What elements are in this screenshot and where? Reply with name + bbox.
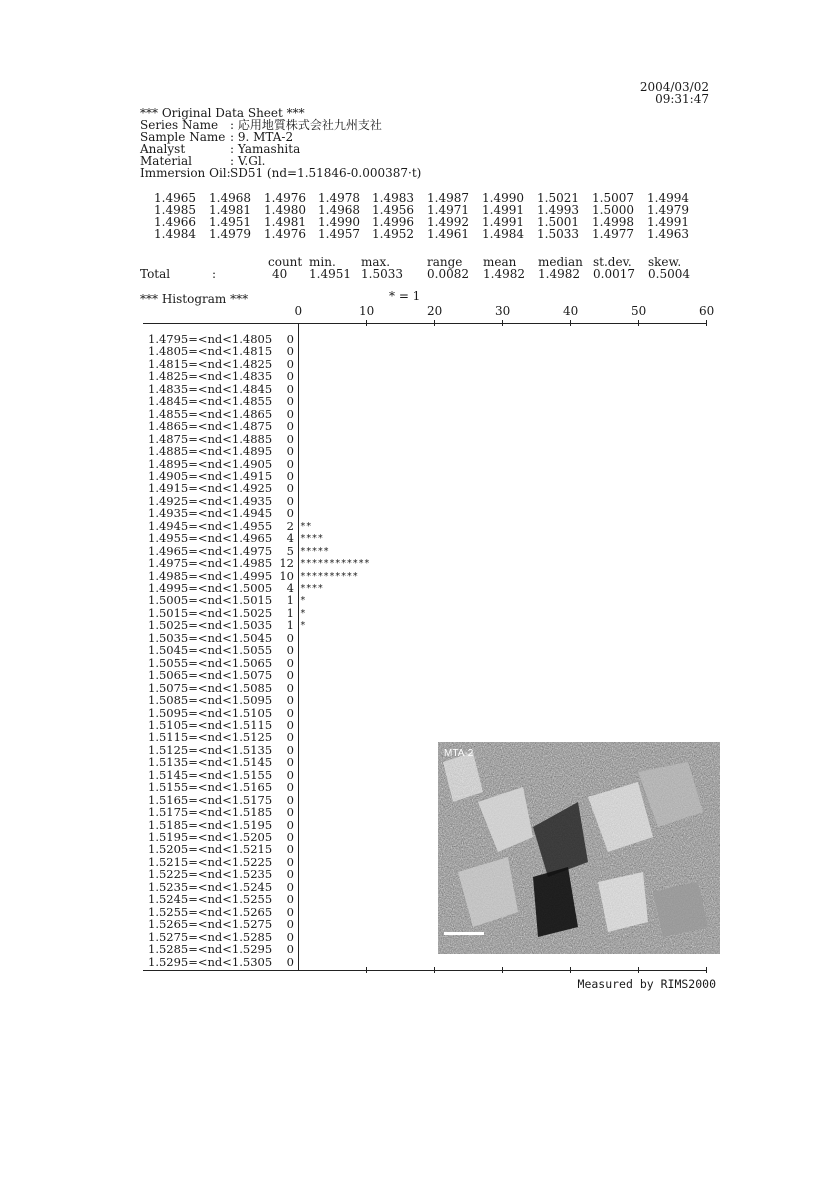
histogram-bin-label: 1.4915=<nd<1.4925 xyxy=(148,481,273,495)
histogram-bin-label: 1.5105=<nd<1.5115 xyxy=(148,718,273,732)
histogram-bin-count: 0 xyxy=(286,494,294,508)
histogram-bottom-axis xyxy=(143,970,706,971)
histogram-bin-label: 1.5235=<nd<1.5245 xyxy=(148,880,273,894)
histogram-bin-bar: **** xyxy=(300,583,324,594)
histogram-bin-count: 0 xyxy=(286,955,294,969)
histogram-bin-count: 0 xyxy=(286,693,294,707)
measurement-value: 1.4980 xyxy=(264,203,306,217)
histogram-bin-count: 0 xyxy=(286,892,294,906)
histogram-bin-count: 0 xyxy=(286,930,294,944)
histogram-bin-label: 1.5225=<nd<1.5235 xyxy=(148,867,273,881)
histogram-axis-tick-label: 30 xyxy=(495,304,511,318)
histogram-axis-tick-label: 0 xyxy=(294,304,303,318)
photomicrograph-image xyxy=(438,742,720,954)
histogram-bin-count: 0 xyxy=(286,432,294,446)
histogram-bin-count: 0 xyxy=(286,768,294,782)
histogram-bin-label: 1.4895=<nd<1.4905 xyxy=(148,457,273,471)
measurement-value: 1.4979 xyxy=(647,203,689,217)
histogram-bin-count: 0 xyxy=(286,394,294,408)
histogram-bin-count: 0 xyxy=(286,369,294,383)
histogram-bin-count: 0 xyxy=(286,444,294,458)
histogram-bin-count: 0 xyxy=(286,780,294,794)
measurement-value: 1.4991 xyxy=(647,215,689,229)
stats-value: 1.5033 xyxy=(361,267,403,281)
measurement-value: 1.4971 xyxy=(427,203,469,217)
histogram-bin-count: 4 xyxy=(286,581,294,595)
histogram-bin-label: 1.5175=<nd<1.5185 xyxy=(148,805,273,819)
measurement-value: 1.4963 xyxy=(647,227,689,241)
histogram-bin-bar: * xyxy=(300,595,306,606)
measurement-value: 1.4991 xyxy=(482,215,524,229)
histogram-axis-tick-label: 50 xyxy=(631,304,647,318)
histogram-bin-label: 1.5135=<nd<1.5145 xyxy=(148,755,273,769)
histogram-bin-label: 1.4805=<nd<1.4815 xyxy=(148,344,273,358)
histogram-bin-label: 1.5205=<nd<1.5215 xyxy=(148,842,273,856)
measurement-value: 1.4957 xyxy=(318,227,360,241)
measurement-value: 1.4990 xyxy=(482,191,524,205)
histogram-bin-count: 5 xyxy=(286,544,294,558)
histogram-bin-count: 0 xyxy=(286,905,294,919)
measurement-value: 1.4951 xyxy=(209,215,251,229)
histogram-bin-count: 0 xyxy=(286,481,294,495)
stats-header: range xyxy=(427,255,463,269)
histogram-bin-count: 0 xyxy=(286,880,294,894)
histogram-bin-label: 1.5095=<nd<1.5105 xyxy=(148,706,273,720)
histogram-bin-count: 0 xyxy=(286,793,294,807)
report-time: 09:31:47 xyxy=(655,92,709,106)
field-key: Series Name xyxy=(140,118,219,132)
field-key: Immersion Oil: xyxy=(140,166,231,180)
sample-photomicrograph xyxy=(438,742,720,954)
histogram-bin-count: 0 xyxy=(286,506,294,520)
measurement-value: 1.5021 xyxy=(537,191,579,205)
histogram-bin-count: 1 xyxy=(286,593,294,607)
histogram-bin-bar: **** xyxy=(300,533,324,544)
measurement-value: 1.4990 xyxy=(318,215,360,229)
histogram-axis-tick-label: 10 xyxy=(359,304,375,318)
histogram-bin-label: 1.5185=<nd<1.5195 xyxy=(148,818,273,832)
field-value: : 応用地質株式会社九州支社 xyxy=(230,118,382,132)
stats-value: 1.4982 xyxy=(483,267,525,281)
histogram-bin-count: 0 xyxy=(286,681,294,695)
histogram-bin-label: 1.4925=<nd<1.4935 xyxy=(148,494,273,508)
stats-header: st.dev. xyxy=(593,255,632,269)
histogram-bin-label: 1.5165=<nd<1.5175 xyxy=(148,793,273,807)
measured-by-note: Measured by RIMS2000 xyxy=(577,977,716,991)
histogram-bin-label: 1.5275=<nd<1.5285 xyxy=(148,930,273,944)
histogram-axis-tick xyxy=(366,967,367,973)
histogram-bin-label: 1.4885=<nd<1.4895 xyxy=(148,444,273,458)
histogram-bin-label: 1.4835=<nd<1.4845 xyxy=(148,382,273,396)
measurement-value: 1.4979 xyxy=(209,227,251,241)
field-value: SD51 (nd=1.51846-0.000387·t) xyxy=(230,166,422,180)
stats-value: 0.0017 xyxy=(593,267,635,281)
histogram-bin-label: 1.4905=<nd<1.4915 xyxy=(148,469,273,483)
histogram-bin-count: 0 xyxy=(286,643,294,657)
report-date: 2004/03/02 xyxy=(639,80,709,94)
histogram-bin-label: 1.5145=<nd<1.5155 xyxy=(148,768,273,782)
histogram-bin-count: 0 xyxy=(286,830,294,844)
photo-caption: MTA-2 xyxy=(444,748,474,759)
histogram-bin-count: 0 xyxy=(286,457,294,471)
histogram-bin-label: 1.4875=<nd<1.4885 xyxy=(148,432,273,446)
histogram-axis-tick xyxy=(706,320,707,326)
stats-header: mean xyxy=(483,255,517,269)
histogram-bin-label: 1.5295=<nd<1.5305 xyxy=(148,955,273,969)
histogram-bin-label: 1.5045=<nd<1.5055 xyxy=(148,643,273,657)
field-value: : Yamashita xyxy=(230,142,301,156)
histogram-bin-count: 0 xyxy=(286,755,294,769)
histogram-bin-label: 1.4855=<nd<1.4865 xyxy=(148,407,273,421)
histogram-bin-label: 1.5265=<nd<1.5275 xyxy=(148,917,273,931)
histogram-bin-count: 0 xyxy=(286,382,294,396)
histogram-bin-label: 1.4945=<nd<1.4955 xyxy=(148,519,273,533)
stats-value: 1.4982 xyxy=(538,267,580,281)
measurement-value: 1.4992 xyxy=(427,215,469,229)
histogram-bin-count: 0 xyxy=(286,357,294,371)
histogram-bin-label: 1.4975=<nd<1.4985 xyxy=(148,556,273,570)
histogram-bin-bar: ** xyxy=(300,521,312,532)
field-value: : 9. MTA-2 xyxy=(230,130,294,144)
histogram-bin-label: 1.5005=<nd<1.5015 xyxy=(148,593,273,607)
histogram-top-axis xyxy=(143,323,706,324)
measurement-value: 1.4961 xyxy=(427,227,469,241)
histogram-bin-count: 0 xyxy=(286,718,294,732)
histogram-bin-label: 1.5025=<nd<1.5035 xyxy=(148,618,273,632)
histogram-bin-label: 1.5155=<nd<1.5165 xyxy=(148,780,273,794)
histogram-axis-tick xyxy=(570,967,571,973)
histogram-bin-count: 0 xyxy=(286,917,294,931)
measurement-value: 1.5033 xyxy=(537,227,579,241)
measurement-value: 1.4994 xyxy=(647,191,689,205)
measurement-value: 1.4993 xyxy=(537,203,579,217)
histogram-baseline xyxy=(298,323,299,970)
measurement-value: 1.4965 xyxy=(154,191,196,205)
histogram-bin-bar: * xyxy=(300,608,306,619)
histogram-bin-label: 1.5035=<nd<1.5045 xyxy=(148,631,273,645)
histogram-bin-count: 0 xyxy=(286,743,294,757)
histogram-bin-bar: * xyxy=(300,620,306,631)
histogram-bin-label: 1.5085=<nd<1.5095 xyxy=(148,693,273,707)
histogram-bin-count: 0 xyxy=(286,344,294,358)
histogram-axis-tick xyxy=(502,967,503,973)
histogram-bin-bar: ************ xyxy=(300,558,370,569)
histogram-bin-count: 0 xyxy=(286,668,294,682)
field-value: : V.Gl. xyxy=(230,154,266,168)
field-key: Analyst xyxy=(140,142,186,156)
measurement-value: 1.4976 xyxy=(264,227,306,241)
histogram-bin-count: 0 xyxy=(286,867,294,881)
field-key: Material xyxy=(140,154,192,168)
histogram-axis-tick xyxy=(638,967,639,973)
measurement-value: 1.4968 xyxy=(318,203,360,217)
histogram-bin-label: 1.5055=<nd<1.5065 xyxy=(148,656,273,670)
histogram-bin-label: 1.4985=<nd<1.4995 xyxy=(148,569,273,583)
histogram-axis-tick-label: 60 xyxy=(699,304,715,318)
stats-header: skew. xyxy=(648,255,682,269)
histogram-bin-label: 1.4935=<nd<1.4945 xyxy=(148,506,273,520)
measurement-value: 1.5007 xyxy=(592,191,634,205)
histogram-bin-count: 0 xyxy=(286,631,294,645)
stats-header: count xyxy=(268,255,303,269)
stats-row-separator: : xyxy=(212,267,217,281)
measurement-value: 1.4984 xyxy=(154,227,196,241)
histogram-bin-count: 0 xyxy=(286,706,294,720)
histogram-bin-label: 1.4825=<nd<1.4835 xyxy=(148,369,273,383)
histogram-title: *** Histogram *** xyxy=(140,292,249,306)
stats-value: 1.4951 xyxy=(309,267,351,281)
measurement-value: 1.4978 xyxy=(318,191,360,205)
histogram-bin-count: 10 xyxy=(279,569,294,583)
histogram-axis-tick xyxy=(434,967,435,973)
measurement-value: 1.5000 xyxy=(592,203,634,217)
histogram-bin-count: 0 xyxy=(286,332,294,346)
measurement-value: 1.5001 xyxy=(537,215,579,229)
histogram-bin-label: 1.5015=<nd<1.5025 xyxy=(148,606,273,620)
histogram-bin-count: 0 xyxy=(286,730,294,744)
histogram-bin-label: 1.4845=<nd<1.4855 xyxy=(148,394,273,408)
measurement-value: 1.4976 xyxy=(264,191,306,205)
histogram-scale-note: * = 1 xyxy=(389,289,421,303)
measurement-value: 1.4998 xyxy=(592,215,634,229)
histogram-bin-label: 1.4865=<nd<1.4875 xyxy=(148,419,273,433)
histogram-axis-tick xyxy=(434,320,435,326)
measurement-value: 1.4991 xyxy=(482,203,524,217)
histogram-bin-count: 12 xyxy=(279,556,294,570)
histogram-bin-count: 2 xyxy=(286,519,294,533)
histogram-bin-label: 1.5255=<nd<1.5265 xyxy=(148,905,273,919)
histogram-bin-bar: ********** xyxy=(300,571,359,582)
histogram-bin-count: 0 xyxy=(286,855,294,869)
histogram-bin-count: 0 xyxy=(286,942,294,956)
histogram-axis-tick xyxy=(706,967,707,973)
histogram-axis-tick-label: 20 xyxy=(427,304,443,318)
measurement-value: 1.4981 xyxy=(264,215,306,229)
histogram-bin-count: 0 xyxy=(286,407,294,421)
histogram-bin-label: 1.4965=<nd<1.4975 xyxy=(148,544,273,558)
measurement-value: 1.4987 xyxy=(427,191,469,205)
histogram-bin-label: 1.5215=<nd<1.5225 xyxy=(148,855,273,869)
histogram-bin-label: 1.4955=<nd<1.4965 xyxy=(148,531,273,545)
stats-header: min. xyxy=(309,255,336,269)
measurement-value: 1.4968 xyxy=(209,191,251,205)
histogram-bin-count: 0 xyxy=(286,842,294,856)
measurement-value: 1.4956 xyxy=(372,203,414,217)
histogram-bin-bar: ***** xyxy=(300,546,330,557)
histogram-axis-tick-label: 40 xyxy=(563,304,579,318)
histogram-bin-label: 1.5195=<nd<1.5205 xyxy=(148,830,273,844)
stats-value: 0.5004 xyxy=(648,267,690,281)
stats-header: max. xyxy=(361,255,391,269)
histogram-bin-label: 1.5075=<nd<1.5085 xyxy=(148,681,273,695)
histogram-bin-label: 1.5115=<nd<1.5125 xyxy=(148,730,273,744)
measurement-value: 1.4983 xyxy=(372,191,414,205)
histogram-bin-count: 0 xyxy=(286,805,294,819)
measurement-value: 1.4981 xyxy=(209,203,251,217)
histogram-bin-count: 0 xyxy=(286,469,294,483)
histogram-axis-tick xyxy=(638,320,639,326)
histogram-bin-count: 1 xyxy=(286,618,294,632)
measurement-value: 1.4996 xyxy=(372,215,414,229)
histogram-axis-tick xyxy=(570,320,571,326)
histogram-bin-count: 4 xyxy=(286,531,294,545)
field-key: Sample Name xyxy=(140,130,226,144)
histogram-axis-tick xyxy=(502,320,503,326)
stats-value: 0.0082 xyxy=(427,267,469,281)
sheet-title: *** Original Data Sheet *** xyxy=(140,106,305,120)
histogram-bin-label: 1.4815=<nd<1.4825 xyxy=(148,357,273,371)
stats-row-label: Total xyxy=(140,267,171,281)
stats-header: median xyxy=(538,255,583,269)
histogram-bin-label: 1.5285=<nd<1.5295 xyxy=(148,942,273,956)
histogram-bin-count: 0 xyxy=(286,656,294,670)
histogram-bin-count: 1 xyxy=(286,606,294,620)
measurement-value: 1.4966 xyxy=(154,215,196,229)
histogram-bin-count: 0 xyxy=(286,419,294,433)
measurement-value: 1.4977 xyxy=(592,227,634,241)
measurement-value: 1.4984 xyxy=(482,227,524,241)
histogram-axis-tick xyxy=(366,320,367,326)
measurement-value: 1.4985 xyxy=(154,203,196,217)
stats-value: 40 xyxy=(272,267,288,281)
histogram-bin-label: 1.5245=<nd<1.5255 xyxy=(148,892,273,906)
histogram-bin-label: 1.4795=<nd<1.4805 xyxy=(148,332,273,346)
histogram-bin-label: 1.5125=<nd<1.5135 xyxy=(148,743,273,757)
histogram-bin-label: 1.5065=<nd<1.5075 xyxy=(148,668,273,682)
histogram-bin-count: 0 xyxy=(286,818,294,832)
histogram-bin-label: 1.4995=<nd<1.5005 xyxy=(148,581,273,595)
measurement-value: 1.4952 xyxy=(372,227,414,241)
